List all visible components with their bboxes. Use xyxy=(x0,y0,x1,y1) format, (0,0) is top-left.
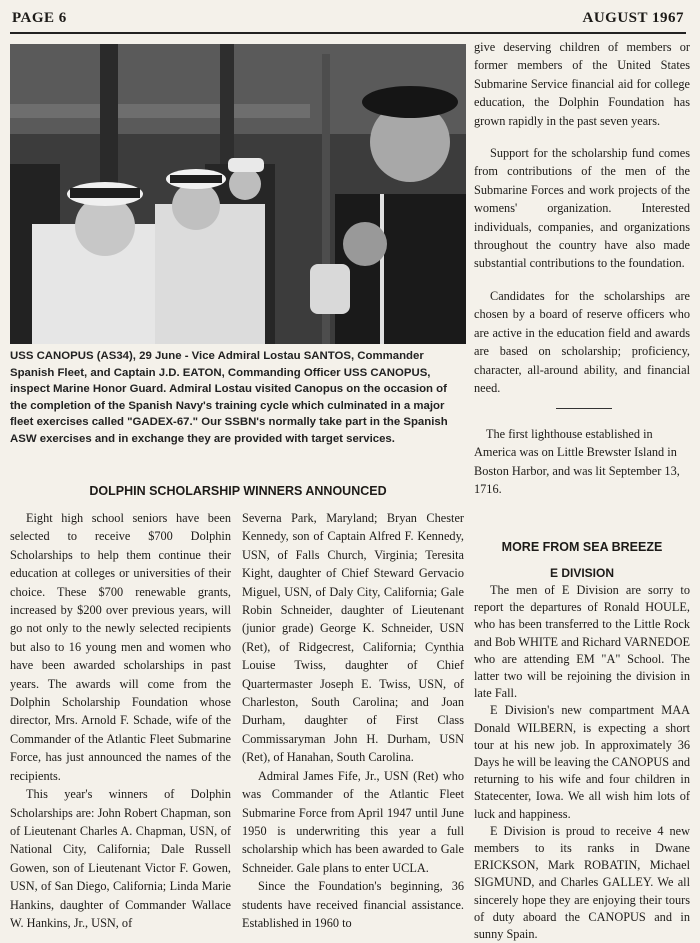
article-paragraph: Severna Park, Maryland; Bryan Chester Kennedy, son of Captain Alfred F. Kennedy, USN, of Falls Church, Virginia; Teresita Kight, daughter of Chief Steward Gervacio Miguel, USN, of Daly City, California; Gale Robin Schneider, daughter of Lieutenant (junior grade) George K. Schneider, USN (Ret), of Ridgecrest, California; Cynthia Louise Twiss, daughter of Chief Quartermaster Joseph E. Twiss, USN, of Charleston, South Carolina; and Joan Durham, daughter of First Class Commissaryman John H. Durham, USN (Ret), of Hanahan, South Carolina. xyxy=(242,511,464,765)
article-paragraph: Eight high school seniors have been selected to receive $700 Dolphin Scholarships to help them continue their education at colleges or universities of their choice. These $700 renewable grants, increased by $200 over previous years, will go not only to the newly selected recipients but also to 16 young men and women who have been awarded scholarships in past years. The awards will come from the Dolphin Scholarship Foundation whose director, Mrs. Arnold F. Schade, wife of the Commander of the Atlantic Fleet Submarine Force, has just announced the names of the recipients. xyxy=(10,511,231,783)
article-paragraph: Admiral James Fife, Jr., USN (Ret) who was Commander of the Atlantic Fleet Submarine Force from April 1947 until June 1950 is underwriting this year a full scholarship which has been awarded to Gale Schneider. Gale plans to enter UCLA. xyxy=(242,768,464,875)
article-paragraph: Candidates for the scholarships are chosen by a board of reserve officers who are active in the education field and awards are based on scholarship; proficiency, character, all-around ability, and financial need. xyxy=(474,288,690,395)
article-paragraph: E Division's new compartment MAA Donald WILBERN, is expecting a short tour at his new job. In approximately 36 Days he will be leaving the CANOPUS and returning to his wife and four children in Statecenter, Iowa. We all wish him lots of luck and happiness. xyxy=(474,703,690,821)
scholarship-column-3 xyxy=(474,38,690,411)
honor-guard-photo xyxy=(10,44,466,344)
section-divider xyxy=(556,408,612,409)
page-header xyxy=(10,10,686,34)
photo-illustration xyxy=(10,44,466,344)
article-paragraph: give deserving children of members or former members of the United States Submarine Service financial aid for college education, the Dolphin Foundation has grown rapidly in the past seven years. xyxy=(474,40,690,128)
article-paragraph: The men of E Division are sorry to report the departures of Ronald HOULE, who has been transferred to the Little Rock and Bob WHITE and Richard VARNEDOE who are attending EM "A" School. The latter two will be rejoining the division in late Fall. xyxy=(474,583,690,701)
e-division-subhead: E DIVISION xyxy=(549,566,614,580)
photo-caption: USS CANOPUS (AS34), 29 June - Vice Admiral Lostau SANTOS, Commander Spanish Fleet, and Captain J.D. EATON, Commanding Officer USS CANOPUS, inspect Marine Honor Guard. Admiral Lostau visited Canopus on the occasion of the completion of the Spanish Navy's training cycle which culminated in a major fleet exercises called "GADEX-67." Our SSBN's normally take part in the Spanish ASW exercises and in exchange they are provided with target services. xyxy=(10,350,448,445)
lighthouse-text: The first lighthouse established in America was on Little Brewster Island in Boston Harbor, and was lit September 13, 1716. xyxy=(474,427,680,497)
scholarship-column-1 xyxy=(10,509,231,932)
lighthouse-filler xyxy=(474,425,690,499)
article-paragraph: Since the Foundation's beginning, 36 students have received financial assistance. Established in 1960 to xyxy=(242,879,464,930)
sea-breeze-headline: MORE FROM SEA BREEZE xyxy=(501,540,663,554)
issue-date: AUGUST 1967 xyxy=(582,10,684,26)
article-paragraph: E Division is proud to receive 4 new members to its ranks in Dwane ERICKSON, Mark ROBATIN, Michael SIGMUND, and Charles GALLEY. We all sincerely hope they are enjoying their tours of duty aboard the CANOPUS and in sunny Spain. xyxy=(474,823,690,942)
scholarship-column-2 xyxy=(242,509,464,932)
article-paragraph: This year's winners of Dolphin Scholarships are: John Robert Chapman, son of Lieutenant Charles A. Chapman, USN, of National City, California; Dale Russell Gowen, son of Lieutenant Victor F. Gowen, USN, of San Diego, California; Linda Marie Hankins, daughter of Commander Wallace W. Hankins, Jr., USN, of xyxy=(10,787,231,930)
page-number: PAGE 6 xyxy=(12,10,67,26)
article-paragraph: Support for the scholarship fund comes from contributions of the men of the Submarine Forces and work projects of the womens' organization. Interested individuals, companies, and organizations throughout the country have also made substantial contributions to the foundation. xyxy=(474,146,690,271)
e-division-column xyxy=(474,582,690,943)
scholarship-headline: DOLPHIN SCHOLARSHIP WINNERS ANNOUNCED xyxy=(89,484,387,498)
